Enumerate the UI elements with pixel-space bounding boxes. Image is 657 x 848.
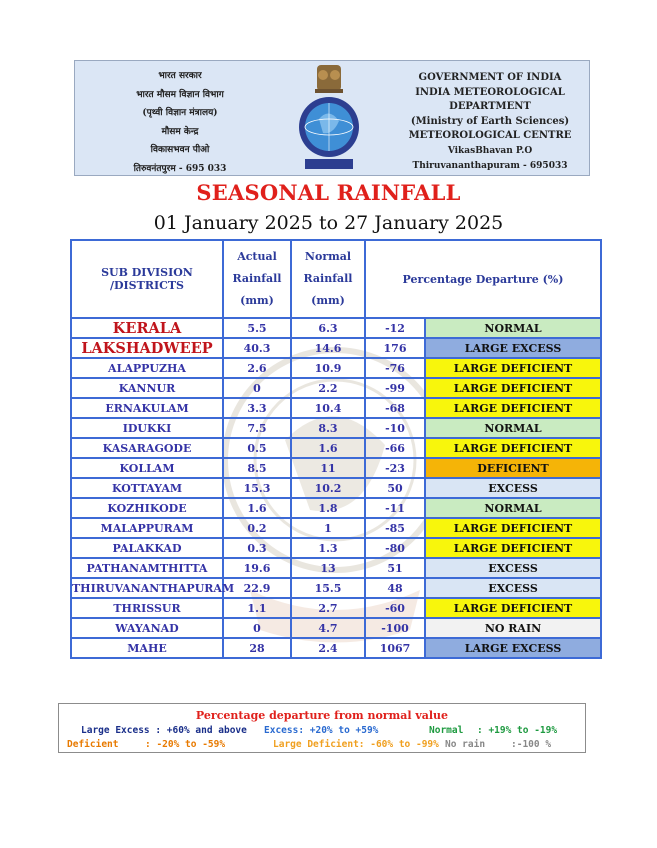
district-name: MAHE (71, 638, 223, 658)
normal-rainfall: 10.4 (291, 398, 365, 418)
actual-rainfall: 0.3 (223, 538, 291, 558)
actual-rainfall: 2.6 (223, 358, 291, 378)
actual-rainfall: 0.5 (223, 438, 291, 458)
legend-normal-range: : +19% to -19% (477, 725, 558, 736)
rainfall-category: LARGE DEFICIENT (425, 398, 601, 418)
english-line: Thiruvananthapuram - 695033 (412, 160, 568, 171)
percent-departure: -99 (365, 378, 425, 398)
percent-departure: -80 (365, 538, 425, 558)
normal-rainfall: 8.3 (291, 418, 365, 438)
district-name: WAYANAD (71, 618, 223, 638)
table-row (71, 538, 601, 558)
actual-rainfall: 0 (223, 618, 291, 638)
district-name: PALAKKAD (71, 538, 223, 558)
table-row (71, 358, 601, 378)
english-line: DEPARTMENT (449, 101, 531, 113)
percent-departure: -11 (365, 498, 425, 518)
actual-rainfall: 22.9 (223, 578, 291, 598)
actual-rainfall: 1.6 (223, 498, 291, 518)
normal-rainfall: 10.2 (291, 478, 365, 498)
rainfall-category: EXCESS (425, 478, 601, 498)
rainfall-category: LARGE DEFICIENT (425, 538, 601, 558)
hindi-address (95, 67, 265, 178)
table-row (71, 618, 601, 638)
percent-departure: 50 (365, 478, 425, 498)
normal-rainfall: 2.7 (291, 598, 365, 618)
rainfall-category: LARGE DEFICIENT (425, 598, 601, 618)
header-text: SUB DIVISION (101, 266, 193, 279)
english-address (405, 71, 575, 173)
hindi-line: तिरुवनंतपुरम - 695 033 (133, 163, 227, 174)
legend-no-rain: No rain (445, 739, 486, 750)
normal-rainfall: 13 (291, 558, 365, 578)
table-row (71, 458, 601, 478)
normal-rainfall: 10.9 (291, 358, 365, 378)
rainfall-table (70, 239, 602, 659)
table-row (71, 438, 601, 458)
legend-normal: Normal (429, 725, 464, 736)
normal-rainfall: 11 (291, 458, 365, 478)
table-row (71, 398, 601, 418)
actual-rainfall: 1.1 (223, 598, 291, 618)
district-name: KERALA (71, 318, 223, 338)
table-row (71, 338, 601, 358)
percent-departure: -60 (365, 598, 425, 618)
normal-rainfall: 2.2 (291, 378, 365, 398)
rainfall-category: LARGE DEFICIENT (425, 438, 601, 458)
rainfall-category: DEFICIENT (425, 458, 601, 478)
table-row (71, 498, 601, 518)
legend-deficient: Deficient (67, 739, 119, 750)
rainfall-category: NORMAL (425, 318, 601, 338)
actual-rainfall: 19.6 (223, 558, 291, 578)
rainfall-category: EXCESS (425, 578, 601, 598)
rainfall-category: LARGE DEFICIENT (425, 518, 601, 538)
normal-rainfall: 4.7 (291, 618, 365, 638)
percent-departure: -10 (365, 418, 425, 438)
rainfall-category: NORMAL (425, 418, 601, 438)
english-line: INDIA METEOROLOGICAL (415, 86, 565, 98)
header-actual (223, 240, 291, 318)
rainfall-category: EXCESS (425, 558, 601, 578)
header-text: (mm) (311, 294, 345, 307)
district-name: THRISSUR (71, 598, 223, 618)
legend-title: Percentage departure from normal value (195, 709, 449, 722)
rainfall-category: LARGE EXCESS (425, 638, 601, 658)
actual-rainfall: 0.2 (223, 518, 291, 538)
legend-large-excess: Large Excess : +60% and above (81, 725, 247, 736)
district-name: KOTTAYAM (71, 478, 223, 498)
header-text: Normal (304, 250, 352, 263)
percent-departure: -85 (365, 518, 425, 538)
header-text: Rainfall (232, 272, 282, 285)
table-row (71, 518, 601, 538)
legend-deficient-range: : -20% to -59% (145, 739, 226, 750)
rainfall-category: NO RAIN (425, 618, 601, 638)
table-row (71, 418, 601, 438)
english-line: METEOROLOGICAL CENTRE (408, 130, 572, 142)
table-row (71, 318, 601, 338)
district-name: PATHANAMTHITTA (71, 558, 223, 578)
rainfall-category: LARGE EXCESS (425, 338, 601, 358)
table-row (71, 578, 601, 598)
percent-departure: 176 (365, 338, 425, 358)
table-row (71, 598, 601, 618)
district-name: MALAPPURAM (71, 518, 223, 538)
normal-rainfall: 1.6 (291, 438, 365, 458)
legend (58, 703, 586, 753)
letterhead (74, 60, 590, 176)
table-row (71, 378, 601, 398)
hindi-line: विकासभवन पीओ (150, 145, 210, 155)
actual-rainfall: 3.3 (223, 398, 291, 418)
district-name: THIRUVANANTHAPURAM (71, 578, 223, 598)
district-name: KOLLAM (71, 458, 223, 478)
district-name: KANNUR (71, 378, 223, 398)
district-name: ALAPPUZHA (71, 358, 223, 378)
percent-departure: 48 (365, 578, 425, 598)
normal-rainfall: 1 (291, 518, 365, 538)
rainfall-category: NORMAL (425, 498, 601, 518)
hindi-line: (पृथ्वी विज्ञान मंत्रालय) (142, 108, 218, 118)
actual-rainfall: 7.5 (223, 418, 291, 438)
percent-departure: -68 (365, 398, 425, 418)
percent-departure: -100 (365, 618, 425, 638)
legend-no-rain-range: :-100 % (511, 739, 552, 750)
table-row (71, 478, 601, 498)
district-name: KASARAGODE (71, 438, 223, 458)
district-name: KOZHIKODE (71, 498, 223, 518)
actual-rainfall: 8.5 (223, 458, 291, 478)
rainfall-category: LARGE DEFICIENT (425, 358, 601, 378)
district-name: IDUKKI (71, 418, 223, 438)
header-text: (mm) (240, 294, 274, 307)
percent-departure: -23 (365, 458, 425, 478)
normal-rainfall: 15.5 (291, 578, 365, 598)
district-name: LAKSHADWEEP (71, 338, 223, 358)
imd-emblem-logo (293, 63, 365, 175)
percent-departure: 51 (365, 558, 425, 578)
legend-large-deficient: Large Deficient: -60% to -99% (273, 739, 439, 750)
actual-rainfall: 28 (223, 638, 291, 658)
table-row (71, 558, 601, 578)
rainfall-category: LARGE DEFICIENT (425, 378, 601, 398)
english-line: VikasBhavan P.O (447, 145, 533, 156)
percent-departure: 1067 (365, 638, 425, 658)
percent-departure: -76 (365, 358, 425, 378)
actual-rainfall: 15.3 (223, 478, 291, 498)
hindi-line: भारत मौसम विज्ञान विभाग (136, 89, 224, 100)
header-departure: Percentage Departure (%) (365, 240, 601, 318)
normal-rainfall: 2.4 (291, 638, 365, 658)
percent-departure: -66 (365, 438, 425, 458)
actual-rainfall: 40.3 (223, 338, 291, 358)
actual-rainfall: 5.5 (223, 318, 291, 338)
hindi-line: भारत सरकार (158, 71, 202, 81)
district-name: ERNAKULAM (71, 398, 223, 418)
percent-departure: -12 (365, 318, 425, 338)
table-header-row (71, 240, 601, 318)
table-row (71, 638, 601, 658)
actual-rainfall: 0 (223, 378, 291, 398)
header-normal (291, 240, 365, 318)
normal-rainfall: 1.8 (291, 498, 365, 518)
normal-rainfall: 14.6 (291, 338, 365, 358)
english-line: (Ministry of Earth Sciences) (410, 115, 570, 127)
date-range: 01 January 2025 to 27 January 2025 (153, 212, 504, 234)
header-text: Rainfall (303, 272, 353, 285)
header-text: /DISTRICTS (109, 279, 184, 292)
legend-excess: Excess: +20% to +59% (264, 725, 379, 736)
table-body (71, 318, 601, 658)
header-text: Actual (237, 250, 277, 263)
english-line: GOVERNMENT OF INDIA (418, 72, 562, 83)
hindi-line: मौसम केन्द्र (161, 126, 199, 137)
header-subdivision (71, 240, 223, 318)
normal-rainfall: 1.3 (291, 538, 365, 558)
normal-rainfall: 6.3 (291, 318, 365, 338)
page-title: SEASONAL RAINFALL (196, 180, 461, 205)
